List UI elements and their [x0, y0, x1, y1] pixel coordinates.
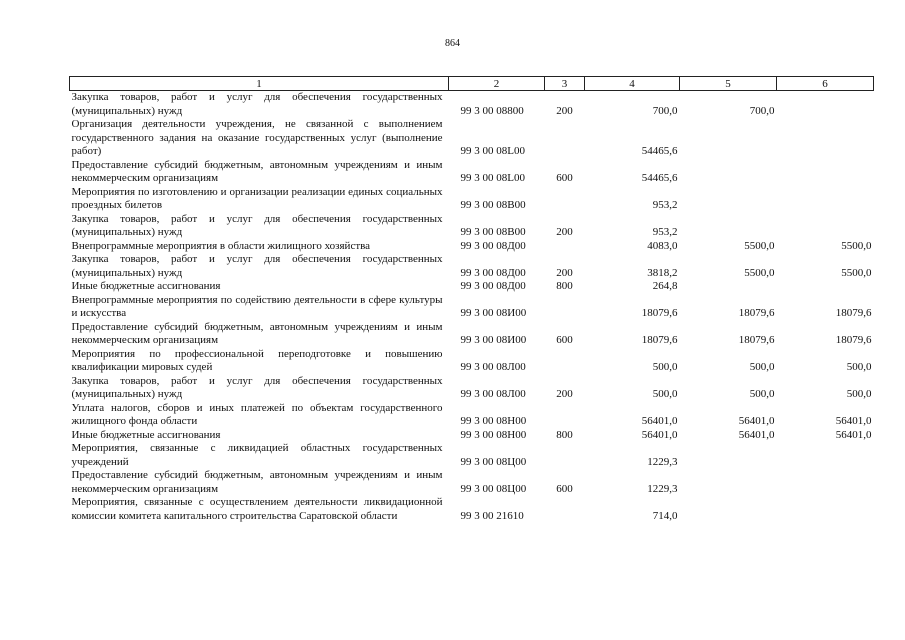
table-header — [70, 77, 874, 91]
page-number: 864 — [445, 38, 460, 49]
row-amount-3: 18079,6 — [835, 307, 872, 319]
row-amount-1: 1229,3 — [647, 455, 678, 468]
row-expense-type — [545, 442, 585, 469]
table-row — [70, 240, 874, 254]
row-amount-1: 953,2 — [652, 199, 678, 211]
row-amount-2: 56401,0 — [738, 428, 775, 441]
row-expense-type: 200 — [556, 104, 573, 117]
table-row — [70, 348, 874, 375]
row-amount-1: 56401,0 — [641, 428, 678, 441]
column-header-expense-type: 3 — [545, 77, 585, 91]
row-amount-1: 714,0 — [652, 509, 678, 522]
row-code: 99 3 00 08Д00 — [460, 239, 526, 252]
row-code: 99 3 00 08И00 — [460, 334, 527, 346]
table-row — [70, 159, 874, 186]
row-description: Организация деятельности учреждения, не связанной с выполнением государственного задания на оказание государственных услуг (выполнение работ) — [71, 118, 443, 157]
row-amount-3: 56401,0 — [835, 415, 872, 427]
row-amount-2: 700,0 — [749, 104, 775, 117]
table-row — [70, 91, 874, 119]
budget-table — [69, 76, 874, 523]
row-amount-1: 56401,0 — [641, 415, 678, 427]
row-expense-type: 600 — [556, 334, 573, 346]
row-code: 99 3 00 08L00 — [460, 172, 525, 184]
row-code: 99 3 00 08Н00 — [460, 415, 527, 427]
row-code: 99 3 00 08L00 — [460, 145, 525, 157]
table-row — [70, 118, 874, 159]
row-expense-type — [545, 294, 585, 321]
row-amount-3 — [777, 496, 874, 523]
column-header-amount-3: 6 — [777, 77, 874, 91]
row-expense-type: 800 — [556, 428, 573, 441]
row-amount-2: 500,0 — [749, 361, 775, 373]
column-header-code: 2 — [449, 77, 545, 91]
row-amount-3 — [777, 280, 874, 294]
row-amount-1: 264,8 — [652, 280, 678, 292]
row-description: Мероприятия, связанные с ликвидацией областных государственных учреждений — [71, 442, 443, 468]
table-row — [70, 442, 874, 469]
row-code: 99 3 00 08Л00 — [460, 388, 526, 400]
table-row — [70, 375, 874, 402]
table-row — [70, 402, 874, 429]
row-amount-1: 54465,6 — [641, 172, 678, 184]
row-amount-3 — [777, 186, 874, 213]
row-description: Предоставление субсидий бюджетным, автономным учреждениям и иным некоммерческим организациям — [71, 320, 443, 346]
row-amount-3: 56401,0 — [835, 428, 872, 441]
row-description: Внепрограммные мероприятия по содействию деятельности в сфере культуры и искусства — [71, 293, 443, 319]
row-expense-type — [545, 186, 585, 213]
row-amount-2 — [680, 496, 777, 523]
table-row — [70, 294, 874, 321]
row-expense-type — [545, 240, 585, 254]
row-amount-2: 500,0 — [749, 388, 775, 400]
row-amount-3 — [777, 469, 874, 496]
row-expense-type: 800 — [556, 280, 573, 292]
row-amount-1: 3818,2 — [647, 266, 678, 279]
row-code: 99 3 00 08Ц00 — [460, 482, 527, 495]
row-description: Закупка товаров, работ и услуг для обеспечения государственных (муниципальных) нужд — [71, 212, 443, 238]
row-amount-1: 1229,3 — [647, 482, 678, 495]
row-amount-1: 500,0 — [652, 361, 678, 373]
row-amount-3: 500,0 — [846, 361, 872, 373]
row-amount-2: 18079,6 — [738, 334, 775, 346]
row-description: Закупка товаров, работ и услуг для обеспечения государственных (муниципальных) нужд — [71, 91, 443, 117]
row-description: Мероприятия по профессиональной переподготовке и повышению квалификации мировых судей — [71, 347, 443, 373]
row-expense-type — [545, 496, 585, 523]
row-description: Иные бюджетные ассигнования — [71, 428, 221, 441]
row-amount-2 — [680, 213, 777, 240]
table-row — [70, 186, 874, 213]
row-description: Мероприятия, связанные с осуществлением деятельности ликвидационной комиссии комитета капитального строительства Саратовской области — [71, 496, 443, 522]
row-amount-3: 5500,0 — [841, 266, 872, 279]
row-description: Закупка товаров, работ и услуг для обеспечения государственных (муниципальных) нужд — [71, 374, 443, 400]
row-amount-1: 18079,6 — [641, 307, 678, 319]
row-code: 99 3 00 08В00 — [460, 199, 526, 211]
row-expense-type: 600 — [556, 482, 573, 495]
table-row — [70, 429, 874, 443]
row-code: 99 3 00 08800 — [460, 104, 524, 117]
row-description: Внепрограммные мероприятия в области жилищного хозяйства — [71, 239, 371, 252]
row-amount-1: 953,2 — [652, 226, 678, 238]
row-code: 99 3 00 08Ц00 — [460, 455, 527, 468]
row-amount-3: 5500,0 — [841, 239, 872, 252]
row-description: Предоставление субсидий бюджетным, автономным учреждениям и иным некоммерческим организациям — [71, 158, 443, 184]
row-code: 99 3 00 08Л00 — [460, 361, 526, 373]
row-expense-type — [545, 348, 585, 375]
row-amount-2: 5500,0 — [744, 266, 775, 279]
row-amount-1: 18079,6 — [641, 334, 678, 346]
table-row — [70, 496, 874, 523]
row-expense-type — [545, 402, 585, 429]
row-description: Предоставление субсидий бюджетным, автономным учреждениям и иным некоммерческим организациям — [71, 469, 443, 495]
row-expense-type: 200 — [556, 266, 573, 279]
row-amount-2 — [680, 469, 777, 496]
row-code: 99 3 00 08И00 — [460, 307, 527, 319]
row-amount-3 — [777, 159, 874, 186]
row-amount-2 — [680, 118, 777, 159]
row-amount-3: 18079,6 — [835, 334, 872, 346]
row-description: Закупка товаров, работ и услуг для обеспечения государственных (муниципальных) нужд — [71, 253, 443, 279]
row-code: 99 3 00 21610 — [460, 509, 524, 522]
row-expense-type — [545, 118, 585, 159]
row-amount-2 — [680, 186, 777, 213]
row-amount-2: 56401,0 — [738, 415, 775, 427]
row-amount-1: 700,0 — [652, 104, 678, 117]
row-amount-3: 500,0 — [846, 388, 872, 400]
row-code: 99 3 00 08Н00 — [460, 428, 527, 441]
row-amount-2: 5500,0 — [744, 239, 775, 252]
row-amount-2: 18079,6 — [738, 307, 775, 319]
row-expense-type: 600 — [556, 172, 573, 184]
row-amount-3 — [777, 442, 874, 469]
table-row — [70, 321, 874, 348]
row-amount-3 — [777, 91, 874, 119]
row-expense-type: 200 — [556, 388, 573, 400]
column-header-amount-1: 4 — [585, 77, 680, 91]
row-code: 99 3 00 08В00 — [460, 226, 526, 238]
row-code: 99 3 00 08Д00 — [460, 280, 526, 292]
row-amount-1: 54465,6 — [641, 145, 678, 157]
row-expense-type: 200 — [556, 226, 573, 238]
row-amount-1: 4083,0 — [647, 239, 678, 252]
column-header-description: 1 — [70, 77, 449, 91]
table-row — [70, 213, 874, 240]
table-row — [70, 253, 874, 280]
row-amount-3 — [777, 118, 874, 159]
row-description: Уплата налогов, сборов и иных платежей по объектам государственного жилищного фонда области — [71, 401, 443, 427]
row-description: Мероприятия по изготовлению и организации реализации единых социальных проездных билетов — [71, 185, 443, 211]
row-amount-3 — [777, 213, 874, 240]
table-body — [70, 91, 874, 524]
table-row — [70, 469, 874, 496]
row-amount-2 — [680, 280, 777, 294]
row-code: 99 3 00 08Д00 — [460, 266, 526, 279]
row-amount-2 — [680, 442, 777, 469]
row-description: Иные бюджетные ассигнования — [71, 280, 221, 292]
row-amount-2 — [680, 159, 777, 186]
row-amount-1: 500,0 — [652, 388, 678, 400]
table-row — [70, 280, 874, 294]
column-header-amount-2: 5 — [680, 77, 777, 91]
